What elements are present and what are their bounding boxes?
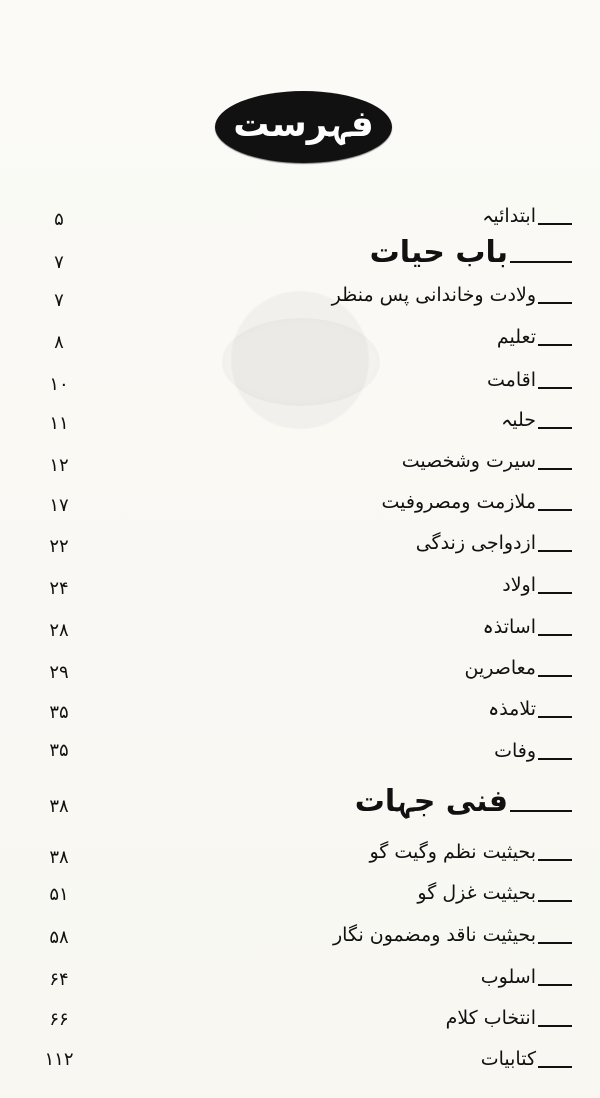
- page-number: ۵: [54, 209, 64, 230]
- toc-label: حلیہ: [501, 409, 536, 431]
- toc-label: کتابیات: [480, 1048, 536, 1070]
- toc-row: [38, 880, 572, 918]
- toc-label: وفات: [494, 740, 536, 762]
- toc-row: [38, 448, 572, 486]
- toc-entry: [302, 1005, 572, 1043]
- toc-row: [38, 922, 572, 960]
- toc-row: [38, 1005, 572, 1043]
- toc-entry: [302, 784, 572, 828]
- toc-label: ابتدائیہ: [482, 205, 536, 227]
- leader-line: [538, 387, 572, 389]
- toc-label: انتخاب کلام: [445, 1007, 536, 1029]
- leader-line: [538, 634, 572, 636]
- toc-row: [38, 367, 572, 405]
- toc-label: تعلیم: [496, 326, 536, 348]
- toc-row: [38, 964, 572, 1002]
- toc-row: [38, 407, 572, 445]
- leader-line: [538, 1066, 572, 1068]
- page-number: ۱۰: [49, 374, 69, 395]
- toc-row: [38, 324, 572, 362]
- toc-label: ملازمت ومصروفیت: [381, 491, 536, 513]
- toc-entry: [302, 448, 572, 486]
- leader-line: [538, 302, 572, 304]
- toc-label: سیرت وشخصیت: [401, 450, 536, 472]
- leader-line: [538, 509, 572, 511]
- leader-line: [538, 859, 572, 861]
- page-number: ۳۵: [49, 740, 69, 761]
- leader-line: [538, 1025, 572, 1027]
- leader-line: [538, 758, 572, 760]
- toc-label: اولاد: [502, 574, 536, 596]
- toc-entry: [302, 880, 572, 918]
- toc-label: اسلوب: [480, 966, 536, 988]
- page-number: ۵۸: [49, 927, 69, 948]
- leader-line: [538, 942, 572, 944]
- toc-label: بحیثیت نظم وگیت گو: [369, 841, 536, 863]
- toc-row: [38, 738, 572, 776]
- toc-label: بحیثیت ناقد ومضمون نگار: [333, 924, 536, 946]
- page-number: ۳۸: [49, 847, 69, 868]
- toc-row: [38, 572, 572, 610]
- page-number: ۲۸: [49, 620, 69, 641]
- toc-entry: [302, 324, 572, 362]
- leader-line: [510, 261, 572, 263]
- toc-row: [38, 696, 572, 734]
- toc-label: فنی جہات: [354, 784, 508, 819]
- page-number: ۱۱: [49, 413, 69, 434]
- page-number: ۱۲: [49, 455, 69, 476]
- toc-entry: [302, 572, 572, 610]
- toc-label: باب حیات: [369, 235, 508, 270]
- title-oval: [215, 91, 392, 163]
- leader-line: [538, 716, 572, 718]
- page-number: ۳۵: [49, 702, 69, 723]
- toc-row: [38, 282, 572, 320]
- toc-entry: [302, 655, 572, 693]
- toc-entry: [302, 489, 572, 527]
- page-number: ۷: [54, 252, 64, 273]
- toc-row: [38, 1046, 572, 1084]
- toc-entry: [302, 839, 572, 877]
- toc-row: [38, 235, 572, 279]
- page-number: ۲۲: [49, 536, 69, 557]
- page-number: ۱۷: [49, 495, 69, 516]
- toc-entry: [302, 235, 572, 279]
- toc-row: [38, 614, 572, 652]
- page-number: ۳۸: [49, 796, 69, 817]
- toc-row: [38, 839, 572, 877]
- leader-line: [538, 427, 572, 429]
- page-number: ۵۱: [49, 884, 69, 905]
- toc-row: [38, 530, 572, 568]
- leader-line: [538, 592, 572, 594]
- toc-label: ولادت وخاندانی پس منظر: [331, 284, 536, 306]
- leader-line: [538, 550, 572, 552]
- leader-line: [538, 344, 572, 346]
- toc-label: ازدواجی زندگی: [415, 532, 536, 554]
- page-number: ۱۱۲: [44, 1049, 74, 1070]
- leader-line: [538, 900, 572, 902]
- toc-entry: [302, 738, 572, 776]
- leader-line: [538, 468, 572, 470]
- toc-entry: [302, 1046, 572, 1084]
- page-number: ۶۶: [49, 1009, 69, 1030]
- toc-label: اساتذہ: [482, 616, 536, 638]
- toc-entry: [302, 407, 572, 445]
- page-number: ۸: [54, 332, 64, 353]
- toc-entry: [302, 964, 572, 1002]
- toc-row: [38, 489, 572, 527]
- toc-entry: [302, 696, 572, 734]
- toc-entry: [302, 530, 572, 568]
- page-number: ۷: [54, 290, 64, 311]
- toc-entry: [302, 922, 572, 960]
- toc-entry: [302, 614, 572, 652]
- toc-entry: [302, 282, 572, 320]
- page-number: ۲۴: [49, 578, 69, 599]
- leader-line: [510, 810, 572, 812]
- toc-row: [38, 655, 572, 693]
- toc-row: [38, 784, 572, 828]
- toc-label: اقامت: [487, 369, 536, 391]
- page-number: ۶۴: [49, 969, 69, 990]
- leader-line: [538, 223, 572, 225]
- toc-label: تلامذہ: [488, 698, 536, 720]
- page-title: فہرست: [233, 104, 374, 145]
- toc-label: معاصرین: [464, 657, 536, 679]
- page-number: ۲۹: [49, 662, 69, 683]
- leader-line: [538, 675, 572, 677]
- toc-entry: [302, 367, 572, 405]
- leader-line: [538, 984, 572, 986]
- toc-label: بحیثیت غزل گو: [417, 882, 536, 904]
